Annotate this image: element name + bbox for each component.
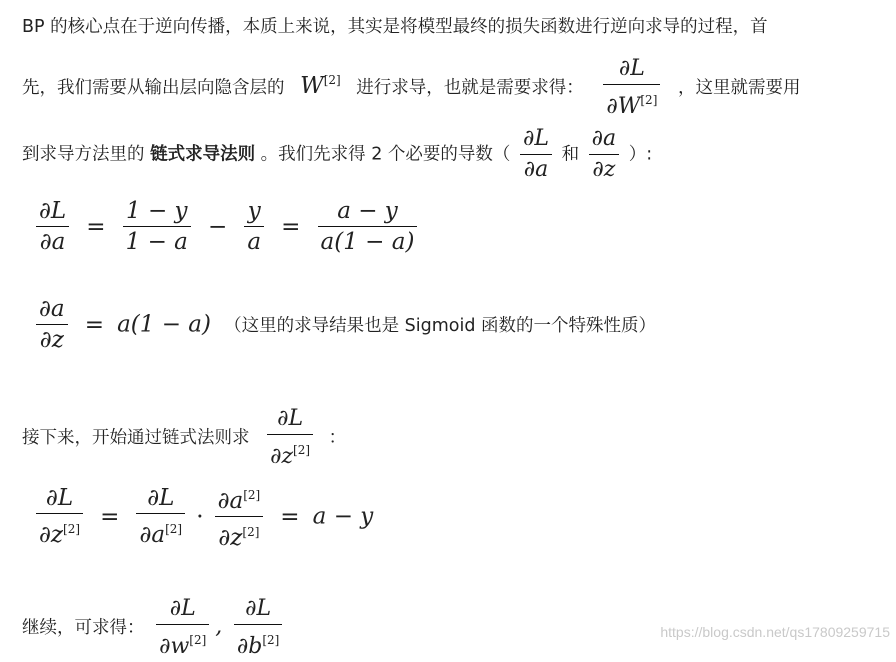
fraction-dL-dW2: $\frac{\partial L}{\partial W^{[2]}}$ <box>603 54 660 122</box>
fraction-dL-da: $\frac{\partial L}{\partial a}$ <box>36 196 69 257</box>
continue-line: 继续，可求得： $\frac{\partial L}{\partial w^{[2]}}$ , $\frac{\partial L}{\partial b^{[2]}}$ <box>22 594 286 662</box>
text-segment: 先，我们需要从输出层向隐含层的 <box>22 78 285 99</box>
bold-term: 链式求导法则 <box>150 144 256 165</box>
equation-da-dz: $\frac{\partial a}{\partial z}$ = a(1 − a) （这里的求导结果也是 Sigmoid 函数的一个特殊性质） <box>32 294 656 355</box>
text-segment: ： <box>328 428 347 449</box>
fraction-dL-dz2: $\frac{\partial L}{\partial z^{[2]}}$ <box>36 483 83 550</box>
fraction-da2-dz2: $\frac{\partial a^{[2]}}{\partial z^{[2]}}$ <box>215 480 264 553</box>
text-segment: 。我们先求得 2 个必要的导数（ <box>260 144 511 165</box>
watermark: https://blog.csdn.net/qs17809259715 <box>660 624 890 640</box>
intro-line-2 <box>22 54 800 122</box>
fraction-1my-1ma: $\frac{1 - y}{1 - a}$ <box>123 196 191 257</box>
text-segment: 继续，可求得： <box>22 618 145 639</box>
text-segment: 接下来，开始通过链式法则求 <box>22 428 250 449</box>
fraction-dL-da2: $\frac{\partial L}{\partial a^{[2]}}$ <box>136 483 185 550</box>
text-segment: 到求导方法里的 <box>22 144 145 165</box>
intro-line-1: BP 的核心点在于逆向传播，本质上来说，其实是将模型最终的损失函数进行逆向求导的过程，首 <box>22 17 768 37</box>
text-segment: ）: <box>628 144 653 165</box>
fraction-amy-a1ma: $\frac{a - y}{a(1 - a)}$ <box>318 196 418 257</box>
equation-dL-da: $\frac{\partial L}{\partial a}$ = $\frac{1 - y}{1 - a}$ − $\frac{y}{a}$ = $\frac{a - y}{a(1 - a)}$ <box>32 196 421 257</box>
text-segment: 进行求导，也就是需要求得： <box>356 78 584 99</box>
text-segment: ，这里就需要用 <box>677 78 801 99</box>
fraction-da-dz: $\frac{\partial a}{\partial z}$ <box>589 124 620 185</box>
math-a-minus-y: a − y <box>312 503 374 530</box>
fraction-dL-dw2: $\frac{\partial L}{\partial w^{[2]}}$ <box>156 594 209 662</box>
text-segment: 和 <box>561 144 580 165</box>
math-W: W[2] <box>300 73 341 100</box>
math-a-1ma: a(1 − a) <box>117 311 211 338</box>
fraction-da-dz: $\frac{\partial a}{\partial z}$ <box>36 294 68 355</box>
chain-rule-line <box>22 404 346 472</box>
fraction-dL-db2: $\frac{\partial L}{\partial b^{[2]}}$ <box>234 594 282 662</box>
equation-dL-dz2: $\frac{\partial L}{\partial z^{[2]}}$ = $\frac{\partial L}{\partial a^{[2]}}$ · $\frac{\partial a^{[2]}}{\partial z^{[2]}}$ = a − y <box>32 480 373 553</box>
fraction-y-a: $\frac{y}{a}$ <box>244 196 264 257</box>
intro-line-3 <box>22 124 652 185</box>
fraction-dL-da: $\frac{\partial L}{\partial a}$ <box>520 124 552 185</box>
fraction-dL-dz2: $\frac{\partial L}{\partial z^{[2]}}$ <box>267 404 313 472</box>
sigmoid-note: （这里的求导结果也是 Sigmoid 函数的一个特殊性质） <box>224 316 657 337</box>
